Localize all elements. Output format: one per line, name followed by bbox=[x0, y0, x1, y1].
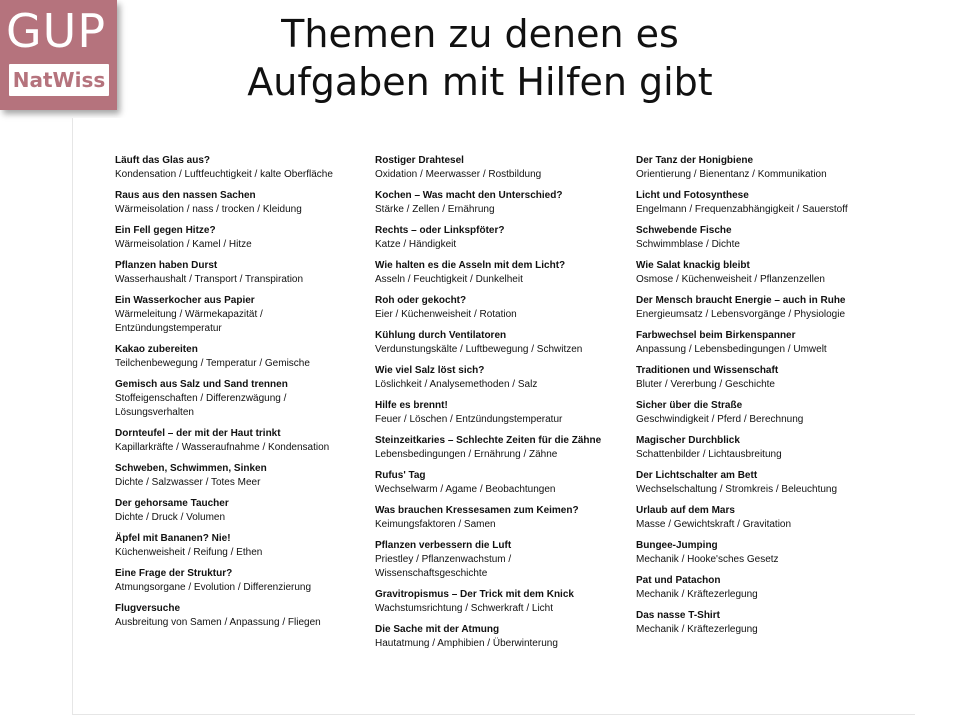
topic-title: Wie Salat knackig bleibt bbox=[636, 260, 750, 271]
topic-keywords: Kondensation / Luftfeuchtigkeit / kalte Oberfläche bbox=[115, 169, 333, 180]
topic-keywords: Eier / Küchenweisheit / Rotation bbox=[375, 309, 517, 320]
topic-entry bbox=[636, 259, 894, 287]
topic-title: Der gehorsame Taucher bbox=[115, 498, 229, 509]
topic-keywords: Wärmeisolation / Kamel / Hitze bbox=[115, 239, 252, 250]
topic-title: Ein Fell gegen Hitze? bbox=[115, 225, 216, 236]
topic-entry bbox=[115, 259, 373, 287]
gup-natwiss-logo bbox=[0, 0, 117, 110]
topic-keywords: Anpassung / Lebensbedingungen / Umwelt bbox=[636, 344, 827, 355]
topic-entry bbox=[115, 602, 373, 630]
topic-keywords: Entzündungstemperatur bbox=[115, 323, 222, 334]
topic-title: Der Lichtschalter am Bett bbox=[636, 470, 758, 481]
logo-natwiss-box bbox=[9, 64, 109, 96]
topic-keywords: Osmose / Küchenweisheit / Pflanzenzellen bbox=[636, 274, 825, 285]
topic-entry bbox=[115, 462, 373, 490]
topic-keywords: Katze / Händigkeit bbox=[375, 239, 457, 250]
topic-title: Rechts – oder Linkspföter? bbox=[375, 225, 505, 236]
topic-entry bbox=[636, 434, 894, 462]
topic-title: Schwebende Fische bbox=[636, 225, 732, 236]
topic-entry bbox=[375, 504, 633, 532]
topic-keywords: Wärmeisolation / nass / trocken / Kleidung bbox=[115, 204, 302, 215]
topic-title: Steinzeitkaries – Schlechte Zeiten für die Zähne bbox=[375, 435, 602, 446]
topic-entry bbox=[115, 378, 373, 420]
topic-entry bbox=[375, 539, 633, 581]
topic-keywords: Orientierung / Bienentanz / Kommunikation bbox=[636, 169, 827, 180]
logo-gup-text: GUP bbox=[6, 4, 107, 58]
logo-natwiss-text: NatWiss bbox=[12, 68, 106, 92]
topic-entry bbox=[115, 532, 373, 560]
topic-column-3 bbox=[636, 154, 894, 644]
page-title-line-1: Themen zu denen es bbox=[281, 12, 679, 56]
topic-keywords: Feuer / Löschen / Entzündungstemperatur bbox=[375, 414, 563, 425]
topic-title: Ein Wasserkocher aus Papier bbox=[115, 295, 255, 306]
topic-entry bbox=[375, 329, 633, 357]
topic-keywords: Oxidation / Meerwasser / Rostbildung bbox=[375, 169, 542, 180]
topic-keywords: Keimungsfaktoren / Samen bbox=[375, 519, 496, 530]
topic-title: Hilfe es brennt! bbox=[375, 400, 448, 411]
topic-title: Schweben, Schwimmen, Sinken bbox=[115, 463, 267, 474]
topic-entry bbox=[636, 189, 894, 217]
topic-keywords: Geschwindigkeit / Pferd / Berechnung bbox=[636, 414, 804, 425]
topic-title: Kakao zubereiten bbox=[115, 344, 198, 355]
topic-title: Flugversuche bbox=[115, 603, 181, 614]
topic-entry bbox=[636, 574, 894, 602]
topic-title: Wie halten es die Asseln mit dem Licht? bbox=[375, 260, 566, 271]
topic-keywords: Löslichkeit / Analysemethoden / Salz bbox=[375, 379, 538, 390]
topic-entry bbox=[375, 154, 633, 182]
topic-entry bbox=[636, 294, 894, 322]
topic-title: Rufus' Tag bbox=[375, 470, 426, 481]
topic-entry bbox=[375, 399, 633, 427]
topic-keywords: Mechanik / Kräftezerlegung bbox=[636, 624, 758, 635]
topic-title: Der Mensch braucht Energie – auch in Ruhe bbox=[636, 295, 846, 306]
topic-entry bbox=[636, 399, 894, 427]
topic-entry bbox=[375, 588, 633, 616]
topic-keywords: Masse / Gewichtskraft / Gravitation bbox=[636, 519, 792, 530]
topic-title: Pflanzen verbessern die Luft bbox=[375, 540, 512, 551]
topic-keywords: Lösungsverhalten bbox=[115, 407, 194, 418]
topic-keywords: Kapillarkräfte / Wasseraufnahme / Kondensation bbox=[115, 442, 330, 453]
topic-keywords: Wechselwarm / Agame / Beobachtungen bbox=[375, 484, 556, 495]
topic-entry bbox=[636, 609, 894, 637]
topic-entry bbox=[636, 504, 894, 532]
topic-title: Sicher über die Straße bbox=[636, 400, 743, 411]
topic-keywords: Wärmeleitung / Wärmekapazität / bbox=[115, 309, 263, 320]
page-title bbox=[150, 10, 810, 106]
topic-keywords: Atmungsorgane / Evolution / Differenzierung bbox=[115, 582, 312, 593]
topic-title: Eine Frage der Struktur? bbox=[115, 568, 233, 579]
topic-keywords: Mechanik / Kräftezerlegung bbox=[636, 589, 758, 600]
topic-keywords: Lebensbedingungen / Ernährung / Zähne bbox=[375, 449, 558, 460]
topic-entry bbox=[375, 294, 633, 322]
topic-keywords: Engelmann / Frequenzabhängigkeit / Sauerstoff bbox=[636, 204, 848, 215]
topic-keywords: Küchenweisheit / Reifung / Ethen bbox=[115, 547, 263, 558]
topic-entry bbox=[375, 434, 633, 462]
topic-keywords: Priestley / Pflanzenwachstum / bbox=[375, 554, 512, 565]
topic-keywords: Schattenbilder / Lichtausbreitung bbox=[636, 449, 782, 460]
topic-title: Gemisch aus Salz und Sand trennen bbox=[115, 379, 288, 390]
topic-keywords: Dichte / Druck / Volumen bbox=[115, 512, 226, 523]
topic-column-2 bbox=[375, 154, 633, 658]
topic-title: Pflanzen haben Durst bbox=[115, 260, 218, 271]
topic-entry bbox=[115, 224, 373, 252]
topic-keywords: Verdunstungskälte / Luftbewegung / Schwitzen bbox=[375, 344, 583, 355]
topic-entry bbox=[115, 154, 373, 182]
topic-title: Pat und Patachon bbox=[636, 575, 721, 586]
topic-entry bbox=[375, 189, 633, 217]
topic-title: Der Tanz der Honigbiene bbox=[636, 155, 754, 166]
topic-entry bbox=[636, 539, 894, 567]
topic-entry bbox=[115, 343, 373, 371]
topic-keywords: Wachstumsrichtung / Schwerkraft / Licht bbox=[375, 603, 554, 614]
topic-entry bbox=[115, 294, 373, 336]
topic-entry bbox=[375, 469, 633, 497]
topic-keywords: Energieumsatz / Lebensvorgänge / Physiologie bbox=[636, 309, 846, 320]
topic-entry bbox=[375, 259, 633, 287]
topic-title: Kühlung durch Ventilatoren bbox=[375, 330, 507, 341]
topic-keywords: Wechselschaltung / Stromkreis / Beleuchtung bbox=[636, 484, 838, 495]
topic-title: Kochen – Was macht den Unterschied? bbox=[375, 190, 563, 201]
topic-title: Bungee-Jumping bbox=[636, 540, 718, 551]
topic-entry bbox=[115, 427, 373, 455]
topic-title: Licht und Fotosynthese bbox=[636, 190, 749, 201]
topic-keywords: Bluter / Vererbung / Geschichte bbox=[636, 379, 775, 390]
topic-keywords: Stärke / Zellen / Ernährung bbox=[375, 204, 495, 215]
topic-entry bbox=[636, 329, 894, 357]
topic-keywords: Asseln / Feuchtigkeit / Dunkelheit bbox=[375, 274, 523, 285]
topic-title: Äpfel mit Bananen? Nie! bbox=[115, 533, 231, 544]
topic-title: Urlaub auf dem Mars bbox=[636, 505, 735, 516]
topic-title: Läuft das Glas aus? bbox=[115, 155, 211, 166]
topic-entry bbox=[375, 224, 633, 252]
topic-title: Traditionen und Wissenschaft bbox=[636, 365, 779, 376]
topic-title: Dornteufel – der mit der Haut trinkt bbox=[115, 428, 281, 439]
topic-title: Rostiger Drahtesel bbox=[375, 155, 464, 166]
topic-entry bbox=[115, 567, 373, 595]
topic-keywords: Schwimmblase / Dichte bbox=[636, 239, 740, 250]
topic-entry bbox=[115, 497, 373, 525]
topic-title: Farbwechsel beim Birkenspanner bbox=[636, 330, 796, 341]
topic-title: Gravitropismus – Der Trick mit dem Knick bbox=[375, 589, 574, 600]
topic-entry bbox=[375, 623, 633, 651]
topic-title: Magischer Durchblick bbox=[636, 435, 740, 446]
topic-entry bbox=[636, 154, 894, 182]
topic-keywords: Ausbreitung von Samen / Anpassung / Fliegen bbox=[115, 617, 321, 628]
topic-title: Wie viel Salz löst sich? bbox=[375, 365, 485, 376]
page-title-line-2: Aufgaben mit Hilfen gibt bbox=[247, 60, 713, 104]
topic-column-1 bbox=[115, 154, 373, 637]
topic-title: Roh oder gekocht? bbox=[375, 295, 467, 306]
topic-title: Die Sache mit der Atmung bbox=[375, 624, 500, 635]
topic-entry bbox=[375, 364, 633, 392]
topic-title: Das nasse T-Shirt bbox=[636, 610, 720, 621]
topic-entry bbox=[636, 364, 894, 392]
topic-entry bbox=[636, 224, 894, 252]
topic-keywords: Mechanik / Hooke'sches Gesetz bbox=[636, 554, 779, 565]
topic-title: Raus aus den nassen Sachen bbox=[115, 190, 256, 201]
topic-keywords: Stoffeigenschaften / Differenzwägung / bbox=[115, 393, 287, 404]
topic-title: Was brauchen Kressesamen zum Keimen? bbox=[375, 505, 579, 516]
topic-keywords: Dichte / Salzwasser / Totes Meer bbox=[115, 477, 261, 488]
topic-keywords: Wasserhaushalt / Transport / Transpiration bbox=[115, 274, 304, 285]
topic-keywords: Wissenschaftsgeschichte bbox=[375, 568, 488, 579]
topic-keywords: Teilchenbewegung / Temperatur / Gemische bbox=[115, 358, 310, 369]
topic-entry bbox=[636, 469, 894, 497]
topic-entry bbox=[115, 189, 373, 217]
topic-list-document bbox=[72, 118, 915, 715]
topic-keywords: Hautatmung / Amphibien / Überwinterung bbox=[375, 638, 558, 649]
